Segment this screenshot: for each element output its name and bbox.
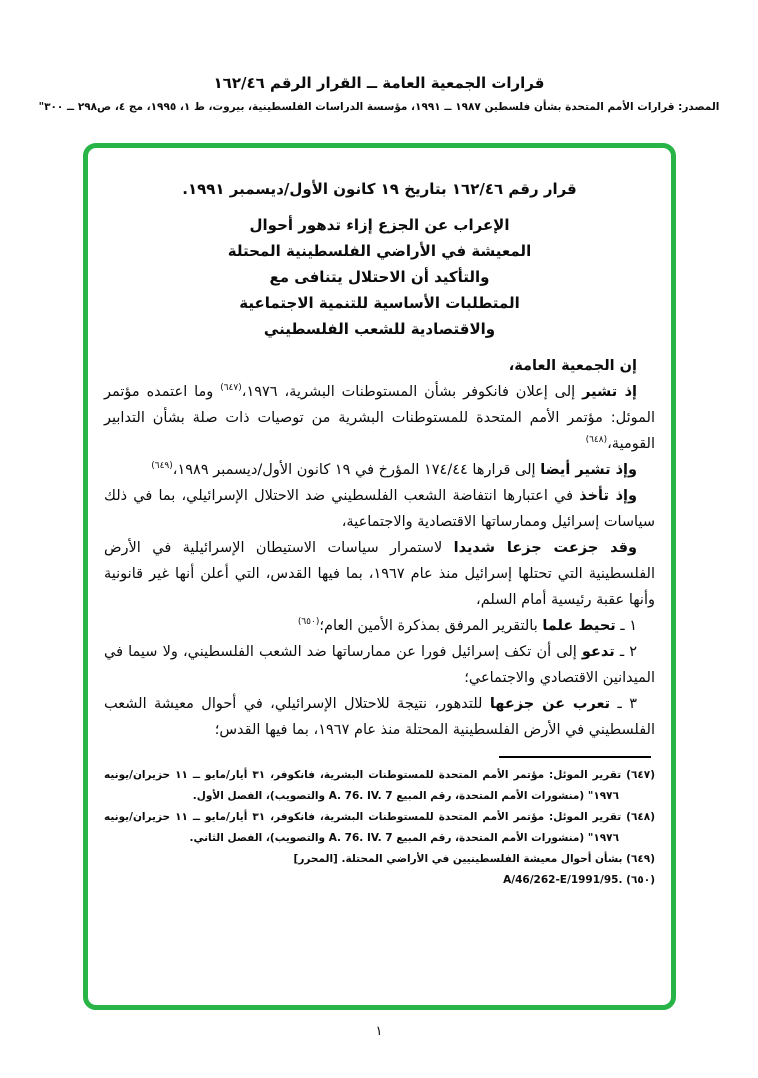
page-number: ١ [375,1024,383,1039]
lead-words: وقد جزعت جزعا شديدا [453,540,637,556]
lead-words: وإذ تشير أيضا [540,462,637,478]
footnote-ref: (٦٥٠) [297,617,320,628]
text-run: ٣ ـ [610,696,637,712]
text-run: إلى إعلان فانكوفر بشأن المستوطنات البشرية، ١٩٧٦، [241,384,583,400]
text-run: وما اعتمده مؤتمر الموئل: مؤتمر الأمم المتحدة للمستوطنات البشرية من توصيات ذات صلة بشأن التدابير القومية، [104,384,655,452]
lead-words: تعرب عن جزعها [489,696,611,712]
footnote [104,849,655,870]
text-run: إلى قرارها ١٧٤/٤٤ المؤرخ في ١٩ كانون الأول/ديسمبر ١٩٨٩، [172,462,541,478]
footnote-separator [499,756,651,758]
text-run: والتصويب)، الفصل الثاني. [189,832,329,844]
text-run: ١ ـ [615,618,637,634]
body-paragraph [104,379,655,457]
page-title: قرارات الجمعية العامة ــ القرار الرقم ١٦٢/٤٦ [213,74,545,92]
footnote-ref: (٦٤٨) [585,435,608,446]
resolution-title [104,212,655,342]
lead-words: تحيط علما [542,618,616,634]
latin-reference: A/46/262-E/1991/95. [503,874,623,886]
text-run: (٦٤٧) تقرير الموئل: مؤتمر الأمم المتحدة للمستوطنات البشرية، فانكوفر، ٣١ أيار/مايو ــ ١١ حزيران/يونيه ١٩٧٦" (منشورات الأمم المتحدة، رقم المبيع [104,769,656,802]
text-run: (٦٤٨) تقرير الموئل: مؤتمر الأمم المتحدة للمستوطنات البشرية، فانكوفر، ٣١ أيار/مايو ــ ١١ حزيران/يونيه ١٩٧٦" (منشورات الأمم المتحدة، رقم المبيع [104,811,656,844]
resolution-box [83,143,676,1010]
resolution-title-line: والاقتصادية للشعب الفلسطيني [263,320,496,338]
lead-words: إن الجمعية العامة، [508,358,637,374]
page-header [0,74,758,113]
text-run: ٢ ـ [614,644,637,660]
body-paragraph [104,353,655,379]
footnote [104,807,655,849]
resolution-title-line: المتطلبات الأساسية للتنمية الاجتماعية [239,294,520,312]
latin-reference: A. 76. IV. 7 [328,790,393,802]
lead-words: تدعو [581,644,615,660]
lead-words: إذ تشير [582,384,637,400]
text-run: (٦٤٩) بشأن أحوال معيشة الفلسطينيين في الأراضي المحتلة. [المحرر] [293,853,655,865]
text-run: لاستمرار سياسات الاستيطان الإسرائيلية في الأرض الفلسطينية التي تحتلها إسرائيل منذ عام ١٩٦٧، بما فيها القدس، التي أعلن أنها غير قانونية وأنها عقبة رئيسية أمام السلم، [104,540,656,608]
body-paragraph [104,691,655,743]
resolution-title-line: المعيشة في الأراضي الفلسطينية المحتلة [227,242,532,260]
text-run: بالتقرير المرفق بمذكرة الأمين العام؛ [319,618,543,634]
footnote [104,870,655,891]
footnote-ref: (٦٤٧) [220,383,242,394]
body-paragraph [104,535,655,613]
text-run: إلى أن تكف إسرائيل فورا عن ممارساتها ضد الشعب الفلسطيني، ولا سيما في الميدانين الاقتصادي والاجتماعي؛ [104,644,655,686]
body-paragraph [104,639,655,691]
body-paragraph [104,613,655,639]
footnote [104,765,655,807]
text-run: والتصويب)، الفصل الأول. [192,790,329,802]
resolution-title-line: الإعراب عن الجزع إزاء تدهور أحوال [249,216,510,234]
body-paragraph [104,483,655,535]
lead-words: وإذ تأخذ [579,488,637,504]
text-run: للتدهور، نتيجة للاحتلال الإسرائيلي، في أحوال معيشة الشعب الفلسطيني في الأرض الفلسطينية المحتلة منذ عام ١٩٦٧، بما فيها القدس؛ [104,696,655,738]
resolution-heading: قرار رقم ١٦٢/٤٦ بتاريخ ١٩ كانون الأول/ديسمبر ١٩٩١. [182,180,577,198]
body-paragraph [104,457,655,483]
text-run: في اعتبارها انتفاضة الشعب الفلسطيني ضد الاحتلال الإسرائيلي، بما في ذلك سياسات إسرائيل وممارساتها الاقتصادية والاجتماعية، [104,488,655,530]
footnote-ref: (٦٤٩) [151,461,173,472]
source-line: المصدر: قرارات الأمم المتحدة بشأن فلسطين ١٩٨٧ ــ ١٩٩١، مؤسسة الدراسات الفلسطينية، بيروت، ط ١، ١٩٩٥، مج ٤، ص٢٩٨ ــ ٣٠٠" [38,101,720,113]
text-run: (٦٥٠) [622,874,655,886]
resolution-body [104,353,655,743]
resolution-title-line: والتأكيد أن الاحتلال يتنافى مع [269,268,490,286]
latin-reference: A. 76. IV. 7 [328,832,393,844]
footnotes-block [104,765,655,891]
